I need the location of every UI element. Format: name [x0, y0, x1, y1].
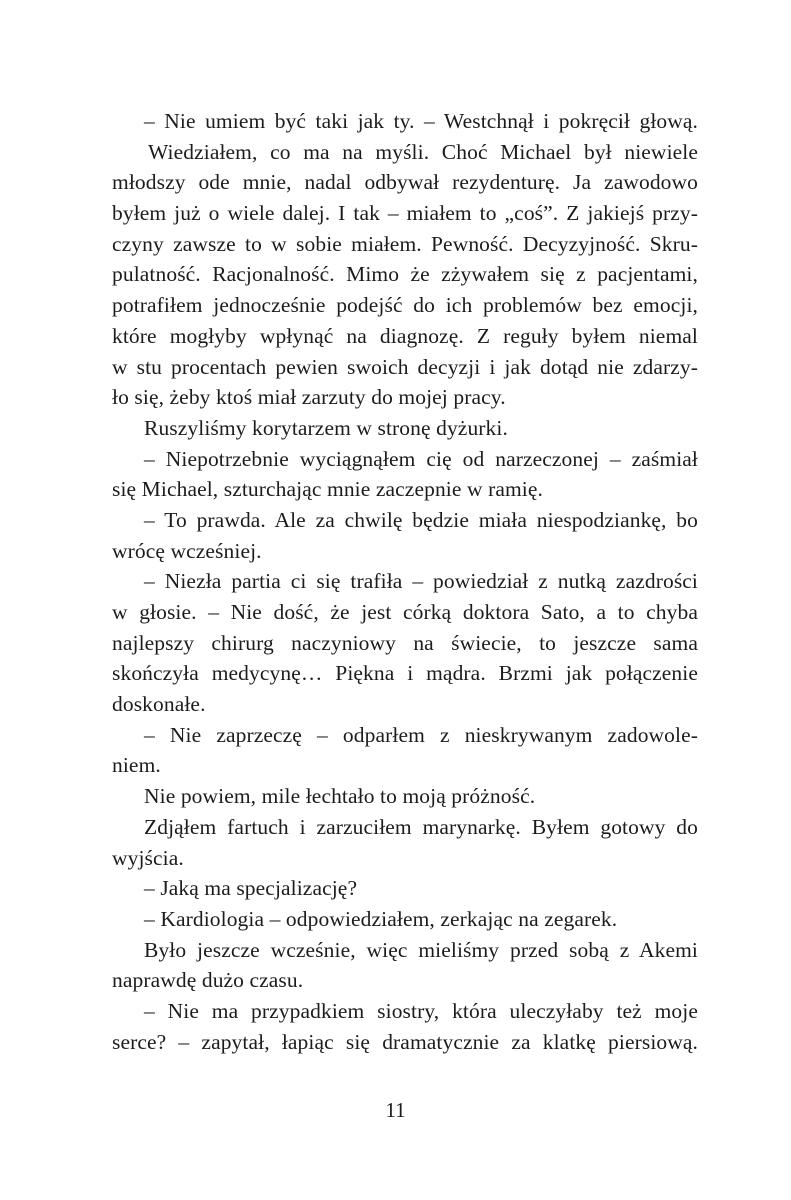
- text-line: Było jeszcze wcześnie, więc mieliśmy przed sobą z Akemi: [144, 937, 698, 962]
- text-line: byłem już o wiele dalej. I tak – miałem to „coś”. Z jakiejś przy-: [112, 201, 698, 226]
- text-line: skończyła medycynę… Piękna i mądra. Brzmi jak połączenie: [112, 661, 698, 686]
- text-line: czyny zawsze to w sobie miałem. Pewność. Decyzyjność. Skru-: [112, 231, 698, 256]
- text-line: – Niepotrzebnie wyciągnąłem cię od narzeczonej – zaśmiał: [144, 446, 698, 471]
- text-line: w stu procentach pewien swoich decyzji i jak dotąd nie zdarzy-: [112, 354, 698, 379]
- text-line: – To prawda. Ale za chwilę będzie miała niespodziankę, bo: [144, 507, 698, 532]
- text-line: doskonałe.: [112, 692, 206, 717]
- text-line: – Kardiologia – odpowiedziałem, zerkając na zegarek.: [144, 906, 618, 931]
- text-line: Ruszyliśmy korytarzem w stronę dyżurki.: [144, 415, 508, 440]
- body-text: [112, 106, 698, 1057]
- text-line: młodszy ode mnie, nadal odbywał rezydenturę. Ja zawodowo: [112, 170, 698, 195]
- text-line: Nie powiem, mile łechtało to moją próżność.: [144, 784, 536, 809]
- text-line: – Jaką ma specjalizację?: [144, 876, 358, 901]
- text-line: – Nie zaprzeczę – odparłem z nieskrywanym zadowole-: [144, 722, 698, 747]
- text-line: – Niezła partia ci się trafiła – powiedział z nutką zazdrości: [144, 569, 698, 594]
- text-line: Wiedziałem, co ma na myśli. Choć Michael był niewiele: [148, 139, 698, 164]
- text-line: najlepszy chirurg naczyniowy na świecie, to jeszcze sama: [112, 630, 698, 655]
- text-line: które mogłyby wpłynąć na diagnozę. Z reguły byłem niemal: [112, 323, 698, 348]
- text-line: – Nie ma przypadkiem siostry, która uleczyłaby też moje: [144, 998, 698, 1023]
- text-line: Zdjąłem fartuch i zarzuciłem marynarkę. Byłem gotowy do: [144, 814, 698, 839]
- text-line: w głosie. – Nie dość, że jest córką doktora Sato, a to chyba: [112, 600, 698, 624]
- text-line: niem.: [112, 753, 161, 778]
- text-line: ło się, żeby ktoś miał zarzuty do mojej pracy.: [112, 385, 506, 410]
- page-number: 11: [385, 1098, 406, 1122]
- text-line: wrócę wcześniej.: [112, 538, 262, 563]
- text-line: potrafiłem jednocześnie podejść do ich problemów bez emocji,: [112, 293, 698, 318]
- text-line: się Michael, szturchając mnie zaczepnie w ramię.: [112, 477, 543, 502]
- text-line: wyjścia.: [112, 845, 184, 870]
- text-line: serce? – zapytał, łapiąc się dramatycznie za klatkę piersiową.: [112, 1029, 698, 1054]
- text-line: – Nie umiem być taki jak ty. – Westchnął i pokręcił głową.: [144, 109, 698, 133]
- text-line: pulatność. Racjonalność. Mimo że zżywałem się z pacjentami,: [112, 262, 698, 287]
- text-line: naprawdę dużo czasu.: [112, 968, 304, 993]
